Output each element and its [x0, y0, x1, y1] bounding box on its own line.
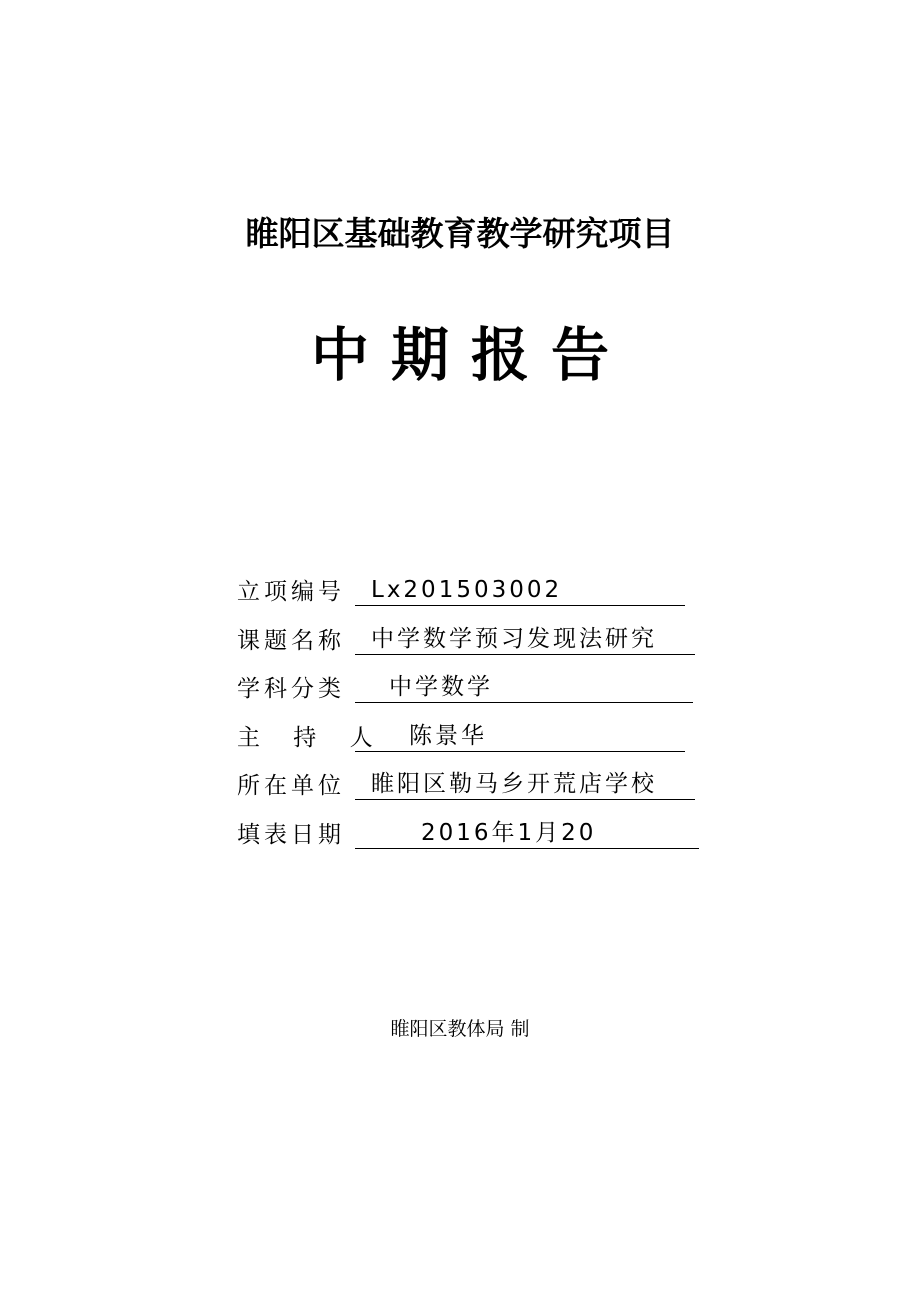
field-host	[237, 720, 699, 769]
field-label: 填表日期	[237, 821, 345, 848]
project-info-fields	[237, 574, 699, 866]
field-value: 中学数学	[355, 671, 693, 703]
field-value: 陈景华	[355, 720, 685, 752]
field-project-number	[237, 574, 699, 623]
field-value: 睢阳区勒马乡开荒店学校	[355, 768, 695, 800]
field-affiliation	[237, 768, 699, 817]
field-label: 主 持 人	[237, 724, 386, 751]
issuer-footer: 睢阳区教体局 制	[390, 1018, 530, 1040]
field-fill-date	[237, 817, 699, 866]
report-title: 中期报告	[310, 321, 631, 389]
institute-title: 睢阳区基础教育教学研究项目	[245, 214, 675, 253]
field-value: 中学数学预习发现法研究	[355, 623, 695, 655]
field-topic-name	[237, 623, 699, 672]
field-label: 课题名称	[237, 627, 345, 654]
field-value: 2016年1月20	[355, 817, 699, 849]
field-subject-category	[237, 671, 699, 720]
field-label: 立项编号	[237, 579, 345, 605]
field-label: 所在单位	[237, 773, 345, 800]
field-label: 学科分类	[237, 676, 345, 703]
field-value: Lx201503002	[355, 574, 685, 606]
